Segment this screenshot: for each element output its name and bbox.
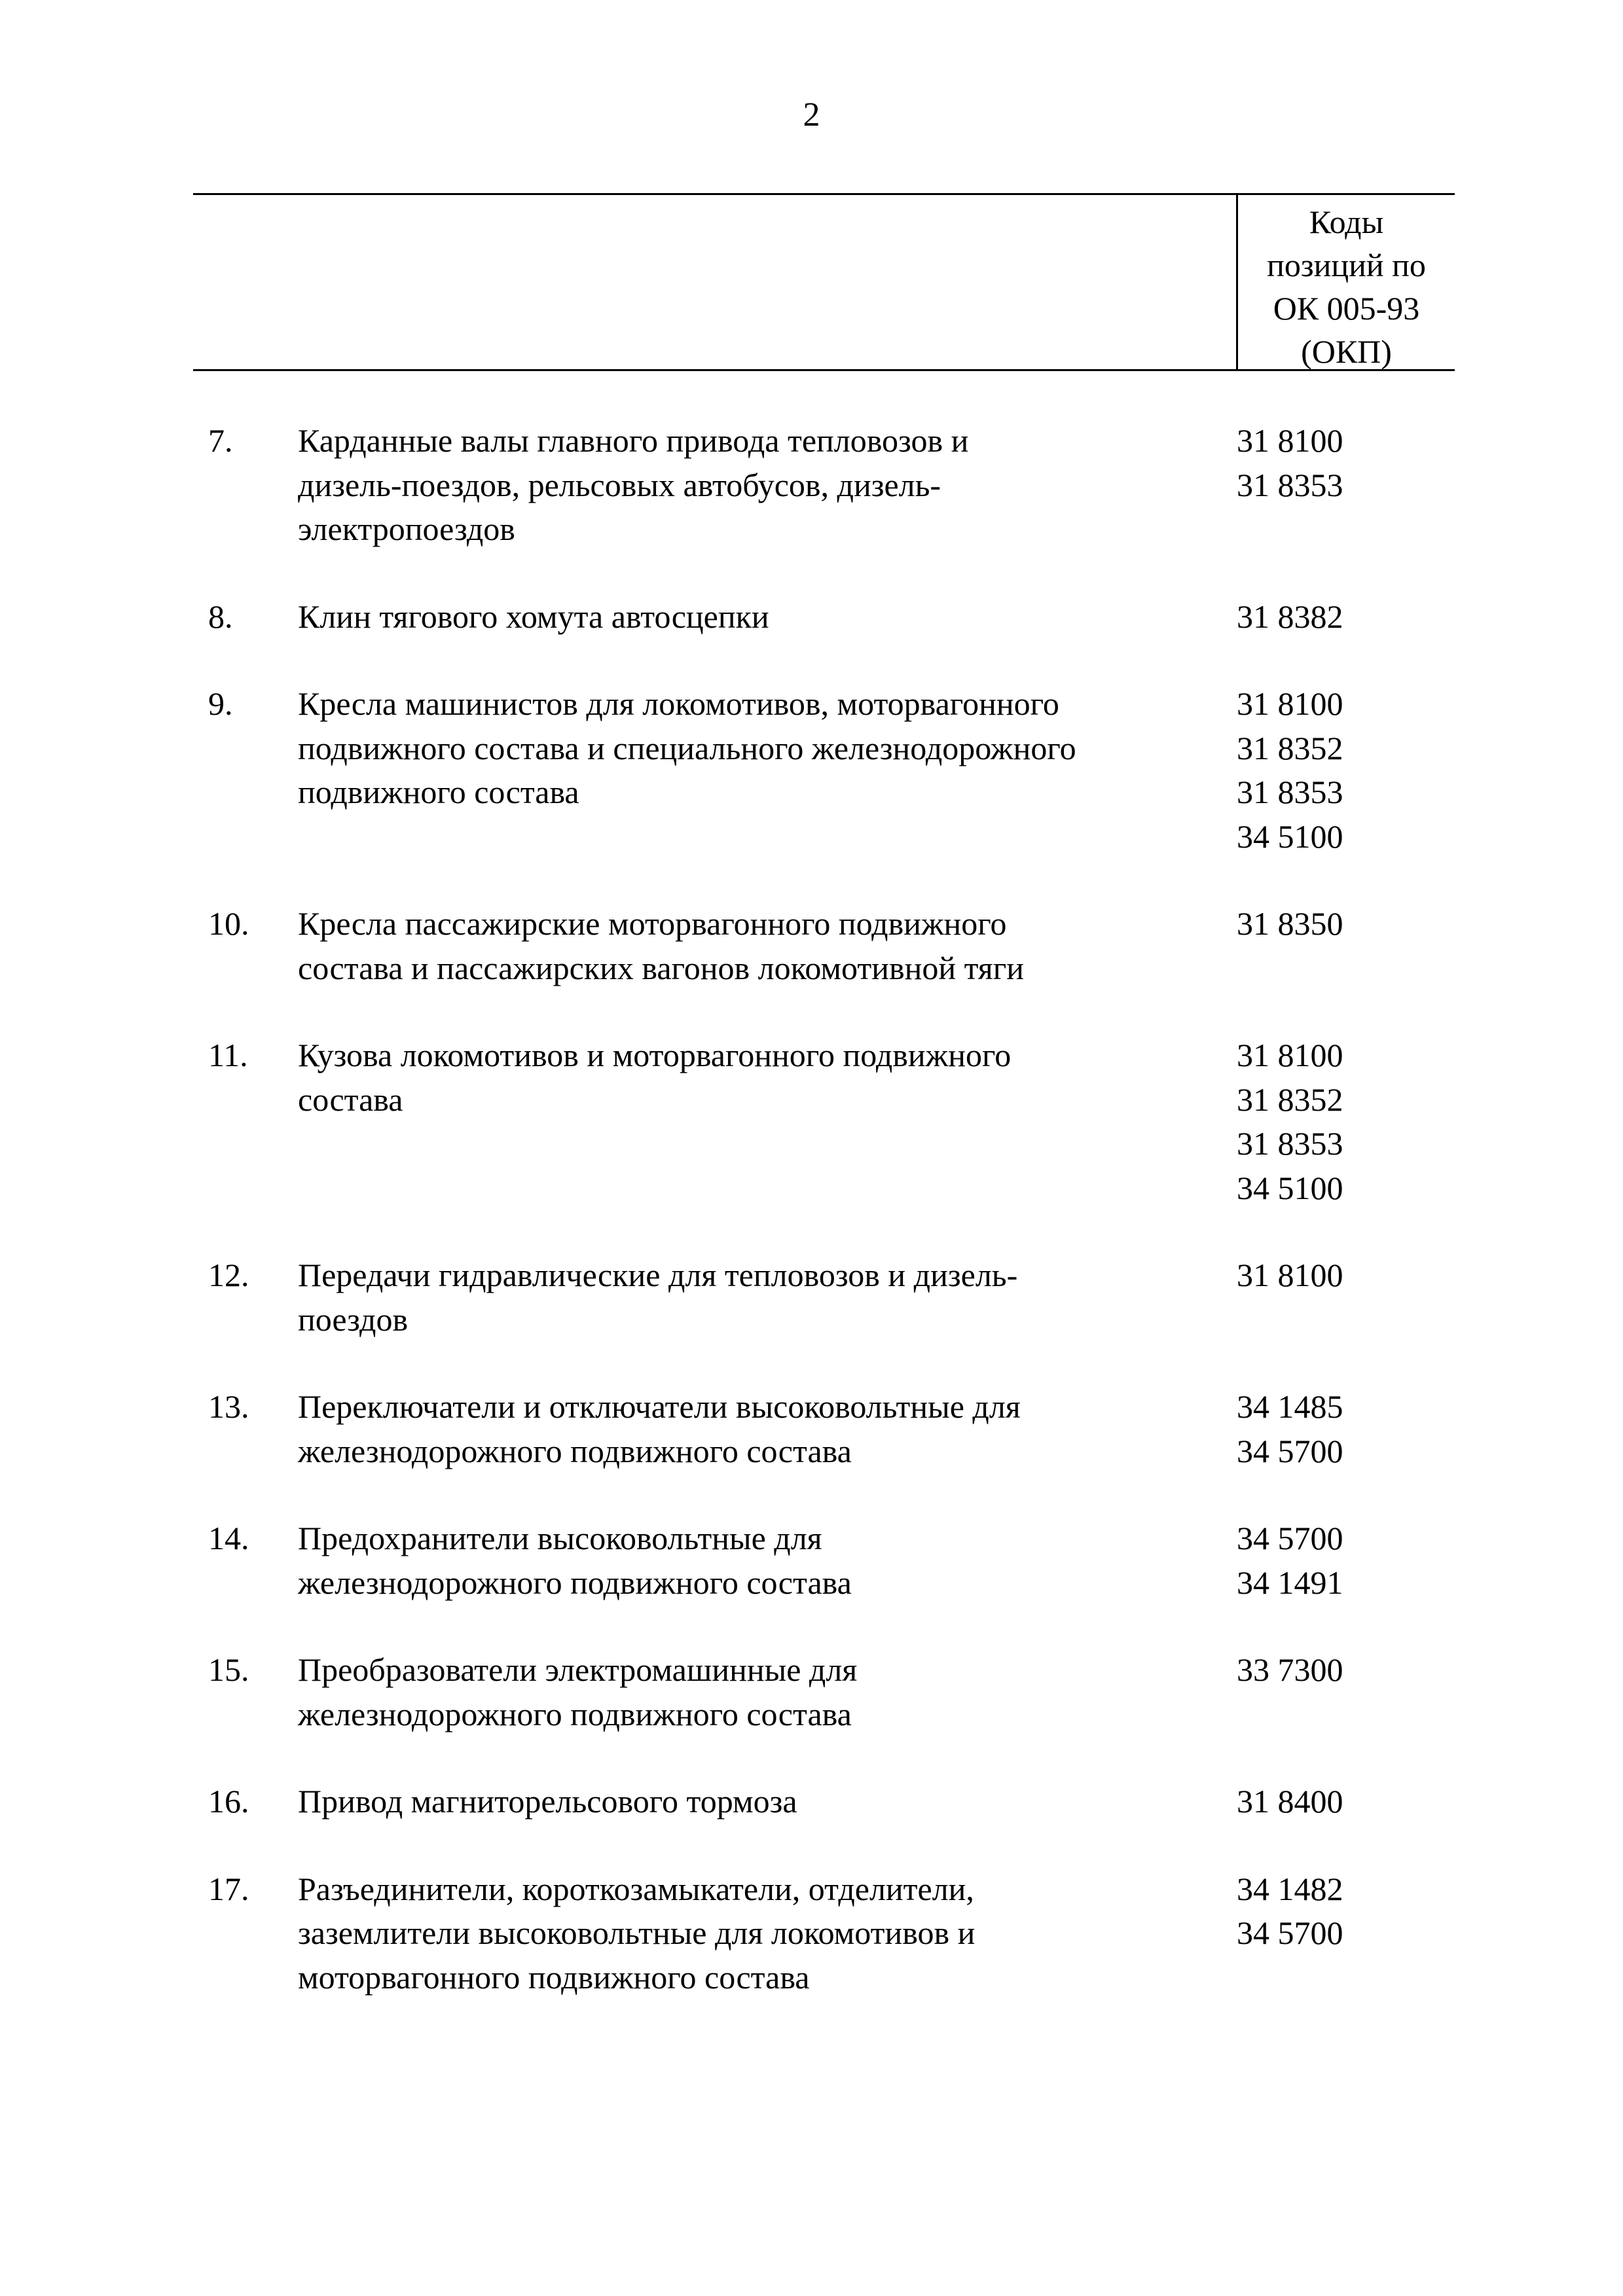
item-number: 8. — [208, 598, 233, 635]
item-description-line: Кузова локомотивов и моторвагонного подвижного — [298, 1037, 1012, 1073]
item-description-line: состава — [298, 1081, 403, 1118]
okp-code: 34 5100 — [1237, 817, 1343, 855]
item-description-line: железнодорожного подвижного состава — [298, 1564, 852, 1601]
item-description — [298, 1033, 1235, 1210]
item-codes — [1237, 595, 1394, 639]
okp-code: 31 8100 — [1237, 1037, 1343, 1073]
list-item — [0, 1516, 1623, 1605]
item-codes — [1237, 419, 1394, 552]
item-codes — [1237, 1867, 1394, 2000]
list-item — [0, 1867, 1623, 2000]
okp-code: 34 5700 — [1237, 1520, 1343, 1556]
item-number: 7. — [208, 422, 233, 459]
okp-code: 34 5100 — [1237, 1169, 1343, 1206]
item-description — [298, 1648, 1235, 1736]
list-item — [0, 419, 1623, 552]
item-codes — [1237, 1253, 1394, 1342]
item-description — [298, 595, 1235, 639]
item-description-line: заземлители высоковольтные для локомотивов и — [298, 1914, 976, 1951]
item-codes — [1237, 1648, 1394, 1736]
okp-code: 31 8100 — [1237, 685, 1343, 722]
table-header — [193, 193, 1455, 371]
okp-code: 34 1485 — [1237, 1388, 1343, 1425]
item-description-line: Привод магниторельсового тормоза — [298, 1783, 797, 1820]
item-description-line: моторвагонного подвижного состава — [298, 1958, 810, 1996]
item-description — [298, 1516, 1235, 1605]
item-number: 13. — [208, 1388, 249, 1425]
item-description-line: Карданные валы главного привода тепловозов и — [298, 422, 969, 459]
item-description — [298, 1385, 1235, 1473]
codes-column-heading — [1238, 200, 1455, 373]
item-number: 17. — [208, 1870, 249, 1907]
okp-code: 34 5700 — [1237, 1432, 1343, 1469]
list-item — [0, 1385, 1623, 1473]
item-codes — [1237, 902, 1394, 990]
okp-code: 31 8100 — [1237, 1257, 1343, 1293]
item-number: 14. — [208, 1520, 249, 1556]
item-description-line: Предохранители высоковольтные для — [298, 1520, 822, 1556]
item-description-line: состава и пассажирских вагонов локомотивной тяги — [298, 949, 1025, 986]
item-codes — [1237, 682, 1394, 859]
codes-heading-line: ОК 005-93 — [1273, 290, 1420, 327]
list-item — [0, 682, 1623, 859]
codes-heading-line: позиций по — [1267, 247, 1426, 283]
item-codes — [1237, 1385, 1394, 1473]
okp-code: 31 8353 — [1237, 1125, 1343, 1162]
item-description-line: электропоездов — [298, 511, 515, 547]
okp-code: 31 8350 — [1237, 905, 1343, 942]
item-number: 9. — [208, 685, 233, 722]
codes-heading-line: (ОКП) — [1301, 333, 1392, 370]
page-number: 2 — [803, 96, 820, 134]
item-codes — [1237, 1033, 1394, 1210]
item-description-line: Разъединители, короткозамыкатели, отделители, — [298, 1870, 974, 1907]
okp-code: 31 8352 — [1237, 1081, 1343, 1118]
okp-code: 33 7300 — [1237, 1651, 1343, 1688]
list-item — [0, 1033, 1623, 1210]
list-item — [0, 1780, 1623, 1824]
item-description-line: подвижного состава — [298, 774, 579, 810]
okp-code: 31 8353 — [1237, 466, 1343, 503]
okp-code: 34 1491 — [1237, 1564, 1343, 1601]
item-description-line: Преобразователи электромашинные для — [298, 1651, 858, 1688]
item-number: 15. — [208, 1651, 249, 1688]
okp-code: 31 8382 — [1237, 598, 1343, 635]
item-description-line: подвижного состава и специального железнодорожного — [298, 729, 1076, 766]
item-description — [298, 902, 1235, 990]
okp-code: 31 8400 — [1237, 1783, 1343, 1820]
list-item — [0, 1253, 1623, 1342]
item-description-line: Кресла машинистов для локомотивов, моторвагонного — [298, 685, 1059, 722]
item-number: 16. — [208, 1783, 249, 1820]
items-list — [0, 419, 1623, 2043]
item-codes — [1237, 1780, 1394, 1824]
okp-code: 31 8100 — [1237, 422, 1343, 459]
item-description — [298, 682, 1235, 859]
list-item — [0, 902, 1623, 990]
okp-code: 31 8352 — [1237, 729, 1343, 766]
item-description — [298, 1253, 1235, 1342]
codes-heading-line: Коды — [1309, 204, 1384, 240]
list-item — [0, 1648, 1623, 1736]
item-description-line: Клин тягового хомута автосцепки — [298, 598, 769, 635]
item-number: 11. — [208, 1037, 248, 1073]
okp-code: 34 5700 — [1237, 1914, 1343, 1951]
okp-code: 31 8353 — [1237, 774, 1343, 810]
item-description-line: железнодорожного подвижного состава — [298, 1695, 852, 1732]
item-description — [298, 1780, 1235, 1824]
item-description-line: дизель-поездов, рельсовых автобусов, дизель- — [298, 466, 941, 503]
item-description — [298, 1867, 1235, 2000]
okp-code: 34 1482 — [1237, 1870, 1343, 1907]
list-item — [0, 595, 1623, 639]
item-codes — [1237, 1516, 1394, 1605]
item-description-line: Кресла пассажирские моторвагонного подвижного — [298, 905, 1007, 942]
item-number: 12. — [208, 1257, 249, 1293]
item-description-line: Передачи гидравлические для тепловозов и дизель- — [298, 1257, 1018, 1293]
item-description — [298, 419, 1235, 552]
item-description-line: Переключатели и отключатели высоковольтные для — [298, 1388, 1021, 1425]
item-number: 10. — [208, 905, 249, 942]
item-description-line: поездов — [298, 1300, 409, 1338]
item-description-line: железнодорожного подвижного состава — [298, 1432, 852, 1469]
